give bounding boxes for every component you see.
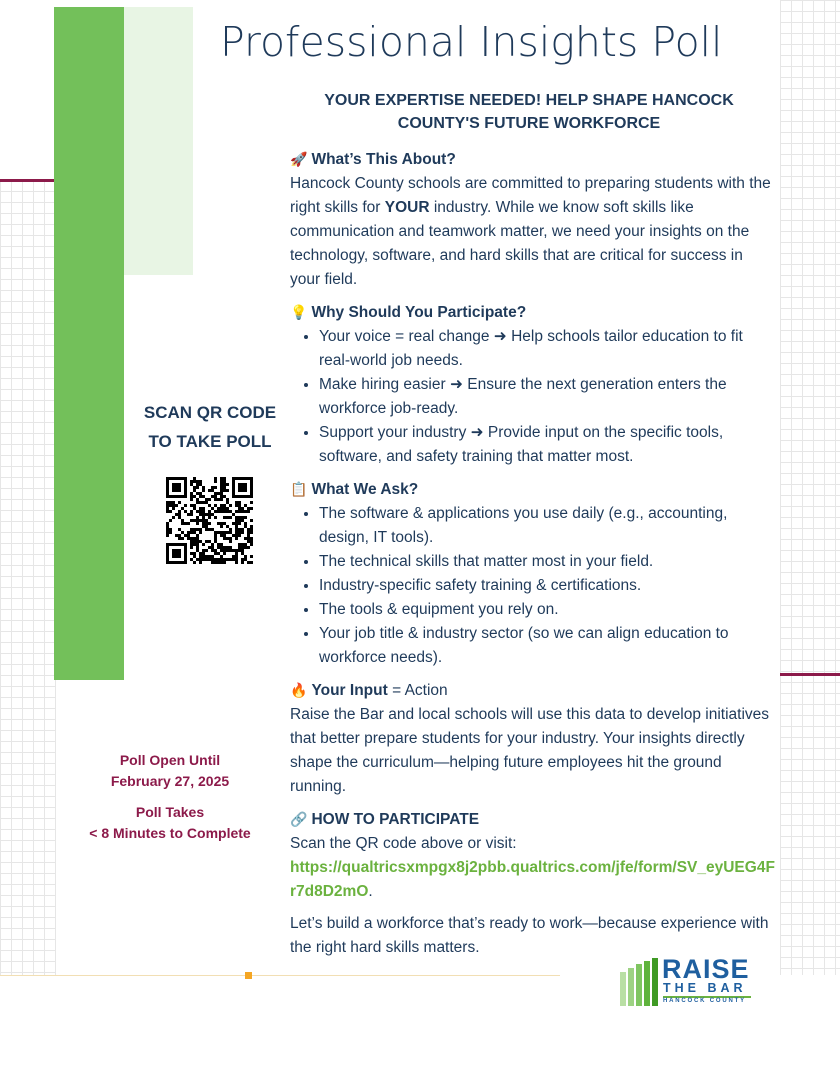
maroon-rule-left — [0, 179, 54, 182]
about-text: Hancock County schools are committed to preparing students with the right skills for YOUR industry. While we know soft skills like communication and teamwork matter, we need your insights on the technology, software, and hard skills that are critical for success in your field. — [290, 175, 771, 288]
list-item: • Your voice = real change ➜ Help schools tailor education to fit real-world job needs. — [319, 325, 775, 373]
list-item: • Make hiring easier ➜ Ensure the next generation enters the workforce job-ready. — [319, 373, 775, 421]
scan-instructions: SCAN QR CODE TO TAKE POLL — [143, 403, 277, 451]
main-content — [290, 147, 775, 968]
grid-background-left — [0, 180, 56, 975]
why-list — [290, 325, 775, 469]
poll-takes-label: Poll Takes — [135, 804, 205, 820]
poll-link[interactable]: https://qualtricsxmpgx8j2pbb.qualtrics.com/jfe/form/SV_eyUEG4Fr7d8D2mO — [290, 859, 775, 900]
closing-text: Let’s build a workforce that’s ready to work—because experience with the right hard skills matters. — [290, 915, 769, 956]
poll-takes-value: < 8 Minutes to Complete — [89, 825, 251, 841]
green-accent-bar — [54, 7, 124, 680]
raise-the-bar-logo — [618, 954, 758, 1010]
participate-heading: 🔗 HOW TO PARTICIPATE — [290, 811, 480, 828]
poll-info — [64, 750, 276, 844]
ask-list — [290, 502, 775, 670]
link-icon: 🔗 — [290, 811, 308, 827]
poll-open-label: Poll Open Until — [119, 752, 221, 768]
rocket-icon: 🚀 — [290, 151, 308, 167]
list-item: • The technical skills that matter most in your field. — [319, 550, 775, 574]
fire-icon: 🔥 — [290, 682, 308, 698]
maroon-rule-right — [780, 673, 840, 676]
page-subtitle: YOUR EXPERTISE NEEDED! HELP SHAPE HANCOCK COUNTY'S FUTURE WORKFORCE — [324, 92, 734, 132]
orange-dot — [245, 972, 252, 979]
why-heading: 💡 Why Should You Participate? — [290, 304, 527, 321]
list-item: • The software & applications you use daily (e.g., accounting, design, IT tools). — [319, 502, 775, 550]
list-item: • Support your industry ➜ Provide input on the specific tools, software, and safety training that matter most. — [319, 421, 775, 469]
input-heading: 🔥 Your Input = Action — [290, 682, 448, 699]
lightbulb-icon: 💡 — [290, 304, 308, 320]
list-item: • Your job title & industry sector (so we can align education to workforce needs). — [319, 622, 775, 670]
clipboard-icon: 📋 — [290, 481, 308, 497]
input-text: Raise the Bar and local schools will use this data to develop initiatives that better prepare students for your industry. Your insights directly shape the curriculum—helping future employees hit the ground running. — [290, 706, 770, 795]
logo-text: THE BAR — [663, 981, 747, 995]
logo-text: RAISE — [662, 954, 750, 984]
participate-text: Scan the QR code above or visit: https://qualtricsxmpgx8j2pbb.qualtrics.com/jfe/form/SV_eyUEG4Fr7d8D2mO. — [290, 835, 775, 900]
list-item: • The tools & equipment you rely on. — [319, 598, 775, 622]
about-heading: 🚀 What’s This About? — [290, 151, 456, 168]
grid-background-right — [780, 0, 840, 975]
qr-code[interactable] — [166, 477, 253, 564]
bottom-rule — [0, 975, 560, 976]
logo-text: HANCOCK COUNTY — [663, 998, 746, 1004]
list-item: • Industry-specific safety training & certifications. — [319, 574, 775, 598]
light-green-accent — [124, 7, 193, 275]
poll-open-date: February 27, 2025 — [110, 773, 230, 789]
page-title: Professional Insights Poll — [220, 18, 723, 66]
logo-bars-icon — [618, 958, 662, 1008]
ask-heading: 📋 What We Ask? — [290, 481, 419, 498]
